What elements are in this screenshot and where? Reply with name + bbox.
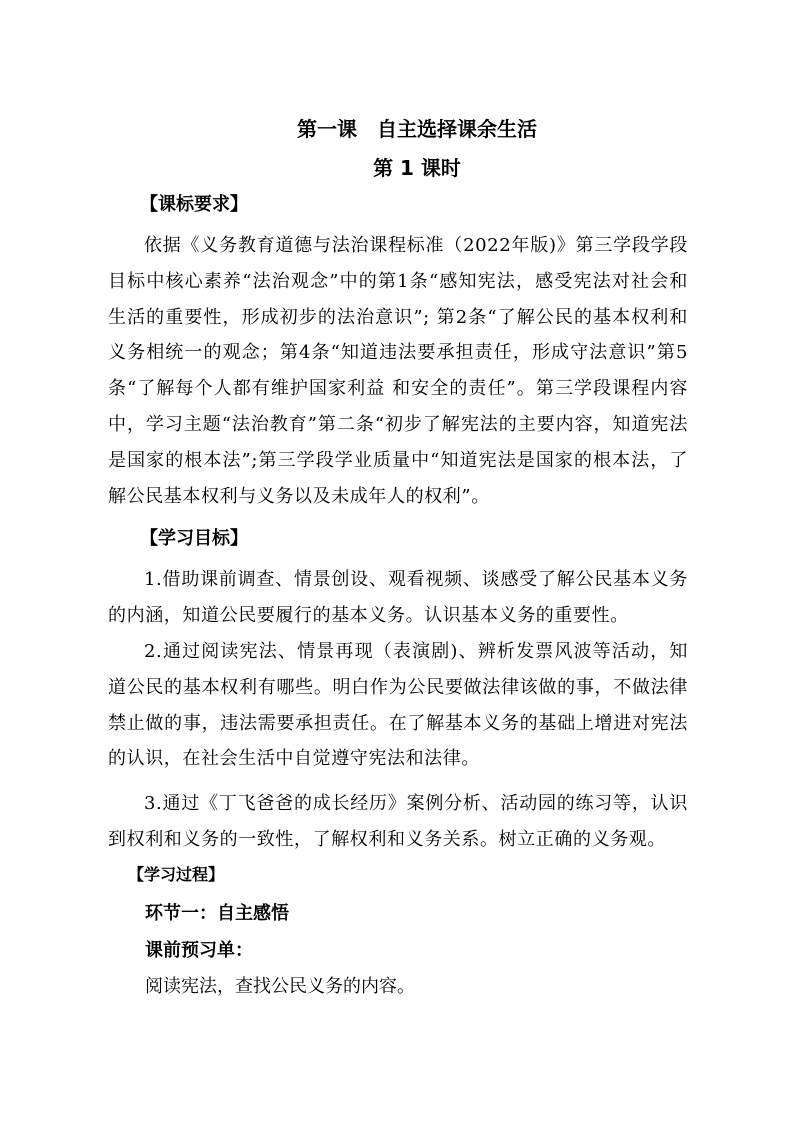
objective-item-2: 2.通过阅读宪法、情景再现（表演剧)、辨析发票风波等活动，知道公民的基本权利有哪些。明白作为公民要做法律该做的事，不做法律禁止做的事，违法需要承担责任。在了解基本义务的基础上增进对宪法的认识，在社会生活中自觉遵守宪法和法律。 <box>108 641 688 770</box>
preview-label: 课前预习单： <box>145 940 253 961</box>
step-title: 环节一：自主感悟 <box>145 903 289 924</box>
lesson-subtitle: 第 1 课时 <box>373 156 461 180</box>
objective-item-3: 3.通过《丁飞爸爸的成长经历》案例分析、活动园的练习等，认识到权利和义务的一致性，了解权利和义务关系。树立正确的义务观。 <box>108 793 688 850</box>
section-heading-process: 【学习过程】 <box>128 865 225 884</box>
standards-paragraph: 依据《义务教育道德与法治课程标准（2022年版)》第三学段学段目标中核心素养“法治观念”中的第1条“感知宪法，感受宪法对社会和生活的重要性，形成初步的法治意识”; 第2条“了解公民的基本权利和义务相统一的观念；第4条“知道违法要承担责任，形成守法意识”第5条“了解每个人都有维护国家利益 和安全的责任”。第三学段课程内容中，学习主题“法治教育”第二条“初步了解宪法的主要内容，知道宪法是国家的根本法”;第三学段学业质量中“知道宪法是国家的根本法，了解公民基本权利与义务以及未成年人的权利”。 <box>108 235 688 507</box>
lesson-title: 第一课 自主选择课余生活 <box>297 117 537 141</box>
preview-text: 阅读宪法，查找公民义务的内容。 <box>145 976 415 997</box>
objective-item-1: 1.借助课前调查、情景创设、观看视频、谈感受了解公民基本义务的内涵，知道公民要履行的基本义务。认识基本义务的重要性。 <box>108 569 688 626</box>
section-heading-objectives: 【学习目标】 <box>140 528 248 549</box>
section-heading-standards: 【课标要求】 <box>140 194 248 215</box>
